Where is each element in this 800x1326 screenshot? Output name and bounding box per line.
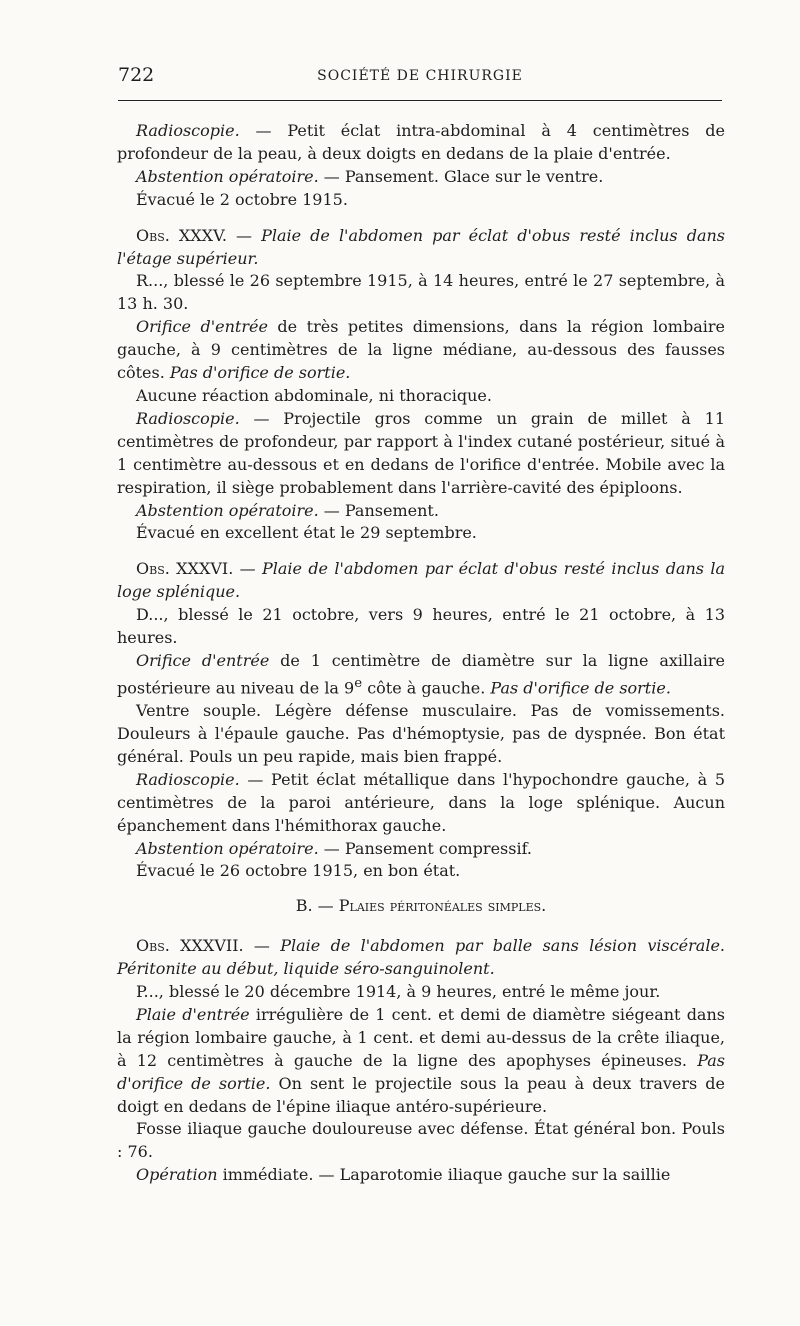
text-run: P..., blessé le 20 décembre 1914, à 9 heures, entré le même jour. — [136, 982, 661, 1002]
text-run: — — [243, 936, 281, 956]
text-run: Radioscopie. — [136, 121, 240, 140]
text-run: de très petites dimensions, dans la région lombaire gauche, à 9 centimètres de la ligne médiane, au-dessous des fausses côtes. — [117, 317, 725, 383]
text-run: Évacué en excellent état le 29 septembre. — [136, 523, 477, 543]
text-run: immédiate. — Laparotomie iliaque gauche sur la saillie — [217, 1165, 671, 1185]
text-run: Opération — [136, 1165, 218, 1185]
text-run: Abstention opératoire. — [136, 166, 319, 186]
paragraph — [117, 981, 725, 1004]
text-run: — Projectile gros comme un grain de millet à 11 centimètres de profondeur, par rapport à l'index cutané postérieur, situé à 1 centimètre au-dessous et en dedans de l'orifice d'entrée. Mobile avec la respiration, il siège probablement dans l'arrière-cavité des épiploons. — [117, 408, 725, 497]
text-run: Obs. XXXVII. — [136, 936, 244, 956]
text-run: côte à gauche. — [362, 678, 491, 698]
page-number: 722 — [118, 64, 155, 86]
paragraph — [117, 860, 725, 883]
text-run: e — [354, 675, 363, 691]
text-run: — Petit éclat intra-abdominal à 4 centimètres de profondeur de la peau, à deux doigts en dedans de la plaie d'entrée. — [117, 121, 725, 163]
text-run: — Pansement compressif. — [318, 838, 533, 858]
paragraph — [117, 120, 725, 166]
text-run: Plaie de l'abdomen par balle sans lésion viscérale. Péritonite au début, liquide séro-sanguinolent. — [117, 936, 726, 979]
text-run: Pas d'orifice de sortie. — [490, 678, 671, 698]
text-run: Radioscopie. — [136, 408, 240, 428]
text-run: Pas d'orifice de sortie. — [117, 1050, 725, 1093]
text-run: Plaie de l'abdomen par éclat d'obus resté inclus dans l'étage supérieur. — [117, 225, 726, 268]
paragraph — [117, 189, 725, 212]
text-run: Radioscopie. — [136, 769, 240, 789]
text-run: — Pansement. — [318, 500, 439, 520]
paragraph — [117, 270, 725, 316]
body-text — [117, 120, 725, 1187]
text-run: Orifice d'entrée — [136, 317, 268, 337]
text-run: Plaies péritonéales simples. — [338, 896, 547, 916]
paragraph — [117, 604, 725, 650]
text-run: Abstention opératoire. — [136, 500, 319, 520]
text-run: Évacué le 2 octobre 1915. — [136, 189, 348, 209]
text-run: Évacué le 26 octobre 1915, en bon état. — [136, 861, 461, 881]
text-run: Orifice d'entrée — [136, 650, 270, 670]
paragraph — [117, 385, 725, 408]
text-run: Obs. XXXVI. — [136, 559, 234, 579]
page-header — [118, 64, 722, 94]
paragraph — [117, 1004, 725, 1119]
text-run: R..., blessé le 26 septembre 1915, à 14 heures, entré le 27 septembre, à 13 h. 30. — [117, 271, 725, 314]
observation-heading — [117, 558, 725, 604]
observation-heading — [117, 935, 725, 981]
section-heading — [117, 895, 725, 918]
text-run: Ventre souple. Légère défense musculaire. Pas de vomissements. Douleurs à l'épaule gauche. Pas d'hémoptysie, pas de dyspnée. Bon état général. Pouls un peu rapide, mais bien frappé. — [117, 701, 725, 766]
text-run: — Pansement. Glace sur le ventre. — [318, 166, 604, 186]
text-run: Aucune réaction abdominale, ni thoracique. — [136, 385, 492, 405]
text-run: — — [233, 559, 262, 579]
running-title: SOCIÉTÉ DE CHIRURGIE — [317, 68, 523, 84]
paragraph — [117, 769, 725, 838]
paragraph — [117, 838, 725, 861]
paragraph — [117, 522, 725, 545]
text-run: On sent le projectile sous la peau à deux travers de doigt en dedans de l'épine iliaque antéro-supérieure. — [117, 1073, 725, 1116]
text-run: — Petit éclat métallique dans l'hypochondre gauche, à 5 centimètres de la paroi antérieure, dans la loge splénique. Aucun épanchement dans l'hémithorax gauche. — [117, 769, 725, 835]
paragraph — [117, 316, 725, 385]
text-run: Plaie de l'abdomen par éclat d'obus resté inclus dans la loge splénique. — [117, 559, 725, 602]
paragraph — [117, 650, 725, 700]
paragraph — [117, 1164, 725, 1187]
paragraph — [117, 408, 725, 500]
text-run: de 1 centimètre de diamètre sur la ligne axillaire postérieure au niveau de la 9 — [117, 650, 725, 698]
text-run: D..., blessé le 21 octobre, vers 9 heures, entré le 21 octobre, à 13 heures. — [117, 605, 725, 648]
text-run: irrégulière de 1 cent. et demi de diamètre siégeant dans la région lombaire gauche, à 1 cent. et demi au-dessus de la crête iliaque, à 12 centimètres à gauche de la ligne des apophyses épineuses. — [117, 1004, 725, 1070]
text-run: Pas d'orifice de sortie. — [169, 363, 351, 383]
text-run: Abstention opératoire. — [136, 838, 319, 858]
paragraph — [117, 166, 725, 189]
text-run: Obs. XXXV. — [136, 225, 227, 245]
observation-heading — [117, 225, 725, 271]
text-run: B. — — [295, 896, 339, 916]
paragraph — [117, 700, 725, 769]
text-run: Plaie d'entrée — [136, 1004, 250, 1024]
paragraph — [117, 500, 725, 523]
paragraph — [117, 1118, 725, 1164]
text-run: — — [226, 225, 262, 245]
text-run: Fosse iliaque gauche douloureuse avec défense. État général bon. Pouls : 76. — [117, 1119, 725, 1162]
header-rule — [118, 100, 722, 101]
